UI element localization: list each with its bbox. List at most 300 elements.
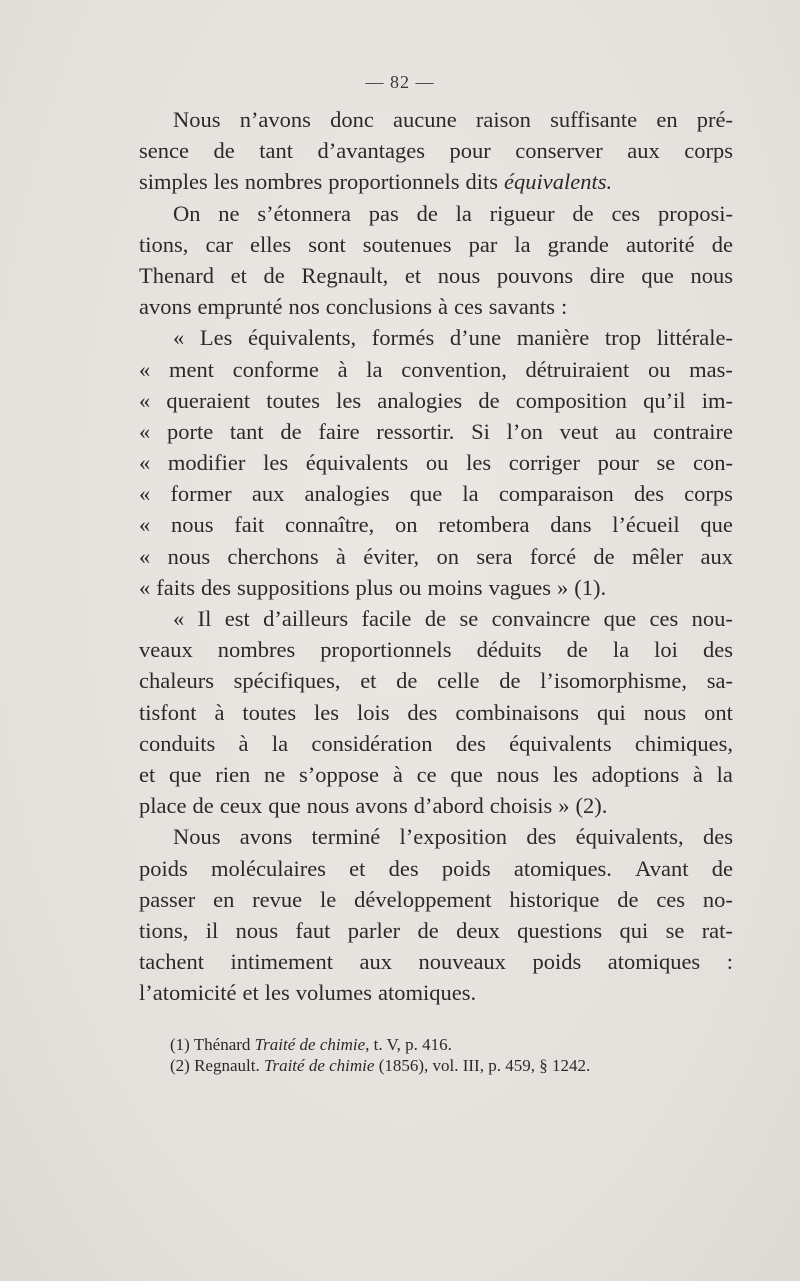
word: les xyxy=(213,169,239,195)
word: manière xyxy=(516,325,590,351)
word: et xyxy=(404,262,422,288)
word: de xyxy=(617,886,639,912)
word: intimement xyxy=(230,949,333,975)
word: dans xyxy=(550,512,592,538)
word: Il xyxy=(197,606,212,631)
word: ment xyxy=(168,356,214,382)
word: nous xyxy=(235,917,279,943)
word: grande xyxy=(547,231,609,257)
word: dire xyxy=(589,262,625,288)
word: la xyxy=(514,231,531,257)
word: que xyxy=(700,512,733,538)
word: nous xyxy=(496,761,540,787)
word: de xyxy=(478,387,500,413)
word: sont xyxy=(308,231,346,257)
word: Avant xyxy=(635,855,689,881)
word: que xyxy=(169,761,202,787)
word: de xyxy=(499,668,521,694)
word: aucune xyxy=(393,107,457,132)
word: proportionnels xyxy=(320,637,452,663)
word: corps xyxy=(684,481,733,507)
word: développement xyxy=(354,886,492,912)
word: de xyxy=(566,637,588,663)
word: « xyxy=(139,481,151,507)
word: Si xyxy=(471,418,490,444)
word: d’avantages xyxy=(317,138,425,164)
word: terminé xyxy=(311,824,381,850)
word: ou xyxy=(425,450,449,476)
word: poids xyxy=(139,855,188,881)
word: elles xyxy=(249,231,292,257)
word: nos xyxy=(288,294,320,320)
word: des xyxy=(702,824,733,850)
word: que xyxy=(268,793,301,819)
text-line xyxy=(139,509,733,540)
word: modifier xyxy=(167,450,246,476)
word: : xyxy=(560,294,568,320)
word: la xyxy=(462,481,479,507)
word: questions xyxy=(517,917,603,943)
word: volumes xyxy=(295,980,372,1006)
word: la xyxy=(612,637,630,663)
word: suppositions xyxy=(237,574,350,600)
word: n’avons xyxy=(239,107,311,132)
word: conclusions xyxy=(325,294,432,320)
word: poids xyxy=(441,855,491,881)
word: no- xyxy=(702,886,733,912)
word: vagues xyxy=(488,574,552,600)
word: (2). xyxy=(575,793,608,819)
word: on xyxy=(436,543,459,569)
word: et xyxy=(349,855,366,881)
word: im- xyxy=(701,387,733,413)
text-line xyxy=(139,977,733,1008)
word: proposi- xyxy=(657,200,733,226)
word: passer xyxy=(139,886,196,912)
word: des xyxy=(407,699,438,725)
footnote-title: Traité de chimie xyxy=(254,1035,366,1054)
word: pré- xyxy=(696,107,733,132)
word: aux xyxy=(700,543,733,569)
word: de xyxy=(572,200,594,226)
word: de xyxy=(213,138,235,164)
word: toutes xyxy=(266,387,320,413)
word: « xyxy=(139,356,151,382)
word: loi xyxy=(654,637,678,663)
word: se xyxy=(656,450,676,476)
word: nous xyxy=(437,262,481,288)
word: à xyxy=(214,699,225,725)
word: poids xyxy=(532,949,582,975)
word: ces xyxy=(611,200,641,226)
word: qui xyxy=(596,699,626,725)
text-line xyxy=(139,603,733,634)
word: de xyxy=(263,262,285,288)
word: qu’il xyxy=(643,387,686,413)
word: chimiques, xyxy=(634,730,733,756)
footnote-prefix: (2) Regnault. xyxy=(170,1056,264,1075)
word: Les xyxy=(199,325,233,351)
word: ces xyxy=(656,886,686,912)
word: revue xyxy=(252,886,303,912)
word: des xyxy=(702,637,733,663)
word: former xyxy=(170,481,232,507)
word: des xyxy=(455,730,486,756)
word: tachent xyxy=(139,949,204,975)
word: sera xyxy=(476,543,513,569)
word: conduits xyxy=(139,730,216,756)
word: sa- xyxy=(706,668,733,694)
word: « xyxy=(139,574,151,600)
word: Nous xyxy=(173,107,221,132)
word: on xyxy=(395,512,418,538)
word: des xyxy=(633,481,664,507)
word: l’on xyxy=(506,418,543,444)
word: l’écueil xyxy=(612,512,680,538)
text-line xyxy=(139,166,733,197)
text-line xyxy=(139,697,733,728)
word: pour xyxy=(597,450,639,476)
word: nous xyxy=(643,699,687,725)
word: se xyxy=(459,606,479,631)
text-line xyxy=(139,291,733,322)
word: atomiques. xyxy=(377,980,477,1006)
word: : xyxy=(726,949,733,975)
word: » xyxy=(558,793,570,819)
word: fait xyxy=(234,512,265,538)
word: emprunté xyxy=(197,294,283,320)
word: moléculaires xyxy=(210,855,326,881)
word: de xyxy=(192,793,214,819)
word: convention, xyxy=(401,356,507,382)
word: avons xyxy=(139,294,192,320)
text-line xyxy=(139,946,733,977)
word: lois xyxy=(356,699,390,725)
text-line xyxy=(139,572,733,603)
text-line xyxy=(139,135,733,166)
footnote-suffix: (1856), vol. III, p. 459, § 1242. xyxy=(374,1056,591,1075)
word: rigueur xyxy=(489,200,555,226)
word: des xyxy=(201,574,231,600)
word: ne xyxy=(264,761,286,787)
word: et xyxy=(139,761,156,787)
word: cherchons xyxy=(227,543,319,569)
word: Thenard xyxy=(139,262,214,288)
word: queraient xyxy=(166,387,251,413)
word: tisfont xyxy=(139,699,197,725)
word: « xyxy=(139,512,151,538)
word: « xyxy=(173,325,185,351)
word: de xyxy=(711,855,733,881)
italic-word: équivalents. xyxy=(504,169,613,195)
word: ressortir. xyxy=(376,418,455,444)
word: nous xyxy=(306,793,350,819)
word: formés xyxy=(371,325,435,351)
word: détruiraient xyxy=(525,356,630,382)
word: aux xyxy=(251,481,285,507)
word: éviter, xyxy=(363,543,420,569)
word: deux xyxy=(456,917,500,943)
word: celle xyxy=(437,668,480,694)
word: historique xyxy=(509,886,600,912)
word: sence xyxy=(139,138,189,164)
word: qui xyxy=(619,917,649,943)
word: considération xyxy=(311,730,433,756)
word: aux xyxy=(359,949,392,975)
word: à xyxy=(238,730,249,756)
word: « xyxy=(139,543,151,569)
word: avons xyxy=(239,824,293,850)
word: ne xyxy=(218,200,240,226)
word: nous xyxy=(170,512,214,538)
word: les xyxy=(314,699,340,725)
text-line xyxy=(139,354,733,385)
word: la xyxy=(716,761,733,787)
word: donc xyxy=(330,107,374,132)
text-line xyxy=(139,322,733,353)
word: nombres xyxy=(244,169,323,195)
word: proportionnels xyxy=(328,169,460,195)
word: à xyxy=(437,294,448,320)
word: (1). xyxy=(574,574,607,600)
word: tions, xyxy=(139,231,189,257)
text-line xyxy=(139,915,733,946)
word: combinaisons xyxy=(455,699,580,725)
word: comparaison xyxy=(498,481,614,507)
word: « xyxy=(139,418,151,444)
footnote-prefix: (1) Thénard xyxy=(170,1035,255,1054)
word: moins xyxy=(427,574,483,600)
word: choisis xyxy=(489,793,553,819)
word: mas- xyxy=(689,356,733,382)
word: de xyxy=(396,668,418,694)
word: par xyxy=(468,231,498,257)
word: équivalents xyxy=(305,450,409,476)
word: savants xyxy=(488,294,555,320)
word: veaux xyxy=(139,637,193,663)
word: ce xyxy=(416,761,437,787)
word: que xyxy=(409,481,443,507)
word: équivalents xyxy=(509,730,612,756)
word: nous xyxy=(167,543,211,569)
word: les xyxy=(336,387,362,413)
word: corriger xyxy=(508,450,580,476)
text-line xyxy=(139,229,733,260)
text-line xyxy=(139,104,733,135)
word: conserver xyxy=(515,138,603,164)
footnotes xyxy=(170,1034,730,1076)
text-line xyxy=(139,884,733,915)
word: rat- xyxy=(701,917,733,943)
page-number: — 82 — xyxy=(365,72,435,92)
word: d’abord xyxy=(413,793,484,819)
word: à xyxy=(392,761,403,787)
footnote-suffix: , t. V, p. 416. xyxy=(365,1035,452,1054)
word: forcé xyxy=(529,543,577,569)
word: avons xyxy=(355,793,408,819)
word: contraire xyxy=(653,418,733,444)
word: ces xyxy=(649,606,679,631)
word: s’oppose xyxy=(299,761,380,787)
word: que xyxy=(603,606,637,631)
word: des xyxy=(526,824,557,850)
word: simples xyxy=(139,169,208,195)
word: « xyxy=(139,450,151,476)
text-line xyxy=(139,416,733,447)
word: l’isomorphisme, xyxy=(540,668,688,694)
word: trop xyxy=(604,325,642,351)
word: porte xyxy=(166,418,214,444)
word: atomiques. xyxy=(513,855,612,881)
text-line xyxy=(139,541,733,572)
text-line xyxy=(139,759,733,790)
word: il xyxy=(205,917,219,943)
word: dits xyxy=(465,169,499,195)
word: ces xyxy=(453,294,483,320)
word: que xyxy=(450,761,483,787)
word: la xyxy=(271,730,289,756)
word: que xyxy=(641,262,674,288)
text-line xyxy=(139,260,733,291)
word: pour xyxy=(449,138,491,164)
text-line xyxy=(139,478,733,509)
word: nou- xyxy=(691,606,733,631)
word: de xyxy=(424,606,447,631)
word: retombera xyxy=(438,512,530,538)
word: faire xyxy=(318,418,360,444)
word: nous xyxy=(690,262,733,288)
word: ou xyxy=(647,356,671,382)
word: la xyxy=(366,356,383,382)
word: à xyxy=(335,543,346,569)
word: les xyxy=(552,761,578,787)
word: en xyxy=(213,886,235,912)
word: chaleurs xyxy=(139,668,214,694)
word: de xyxy=(280,418,302,444)
word: l’atomicité xyxy=(139,980,237,1006)
word: tant xyxy=(229,418,264,444)
word: composition xyxy=(515,387,627,413)
word: tant xyxy=(259,138,293,164)
word: spécifiques, xyxy=(233,668,341,694)
word: s’étonnera xyxy=(257,200,352,226)
word: rien xyxy=(215,761,251,787)
word: place xyxy=(139,793,187,819)
word: atomiques xyxy=(607,949,701,975)
word: les xyxy=(263,450,289,476)
word: au xyxy=(615,418,637,444)
text-line xyxy=(139,821,733,852)
word: et xyxy=(242,980,259,1006)
word: le xyxy=(319,886,337,912)
word: de xyxy=(711,231,733,257)
text-line xyxy=(139,447,733,478)
word: de xyxy=(417,917,439,943)
word: connaître, xyxy=(284,512,375,538)
word: facile xyxy=(361,606,412,631)
word: nombres xyxy=(217,637,296,663)
word: aux xyxy=(627,138,660,164)
word: la xyxy=(455,200,472,226)
word: ceux xyxy=(219,793,263,819)
word: à xyxy=(692,761,703,787)
word: plus xyxy=(355,574,394,600)
word: » xyxy=(557,574,569,600)
word: corps xyxy=(684,138,733,164)
word: parler xyxy=(347,917,401,943)
footnote-title: Traité de chimie xyxy=(263,1056,375,1075)
word: con- xyxy=(692,450,733,476)
word: pouvons xyxy=(496,262,574,288)
word: les xyxy=(466,450,492,476)
word: raison xyxy=(475,107,531,132)
word: et xyxy=(230,262,247,288)
text-line xyxy=(139,198,733,229)
word: conforme xyxy=(232,356,319,382)
word: ont xyxy=(704,699,733,725)
word: d’une xyxy=(449,325,502,351)
word: veut xyxy=(559,418,599,444)
word: car xyxy=(205,231,233,257)
word: équivalents, xyxy=(575,824,684,850)
word: soutenues xyxy=(362,231,452,257)
word: suffisante xyxy=(550,107,638,132)
word: de xyxy=(416,200,438,226)
text-line xyxy=(139,853,733,884)
text-line xyxy=(139,728,733,759)
word: l’exposition xyxy=(399,824,508,850)
text-line xyxy=(139,665,733,696)
word: des xyxy=(388,855,419,881)
word: Regnault, xyxy=(301,262,389,288)
body-text xyxy=(139,104,733,1008)
word: nouveaux xyxy=(418,949,506,975)
word: analogies xyxy=(377,387,463,413)
footnote xyxy=(170,1034,730,1055)
word: littérale- xyxy=(656,325,733,351)
word: On xyxy=(173,200,201,226)
word: à xyxy=(337,356,348,382)
word: est xyxy=(224,606,250,631)
word: Nous xyxy=(173,824,221,850)
word: ou xyxy=(399,574,422,600)
word: autorité xyxy=(625,231,695,257)
footnote xyxy=(170,1055,730,1076)
word: convaincre xyxy=(491,606,591,631)
word: en xyxy=(656,107,678,132)
word: adoptions xyxy=(591,761,680,787)
word: se xyxy=(665,917,685,943)
word: pas xyxy=(368,200,399,226)
word: « xyxy=(173,606,185,631)
word: faits xyxy=(156,574,195,600)
word: déduits xyxy=(476,637,542,663)
word: d’ailleurs xyxy=(263,606,349,631)
word: les xyxy=(264,980,290,1006)
word: mêler xyxy=(631,543,684,569)
text-line xyxy=(139,790,733,821)
word: équivalents, xyxy=(248,325,357,351)
word: « xyxy=(139,387,151,413)
word: toutes xyxy=(242,699,297,725)
word: faut xyxy=(295,917,331,943)
word: analogies xyxy=(304,481,390,507)
word: de xyxy=(593,543,615,569)
word: tions, xyxy=(139,917,189,943)
text-line xyxy=(139,634,733,665)
word: et xyxy=(360,668,377,694)
text-line xyxy=(139,385,733,416)
